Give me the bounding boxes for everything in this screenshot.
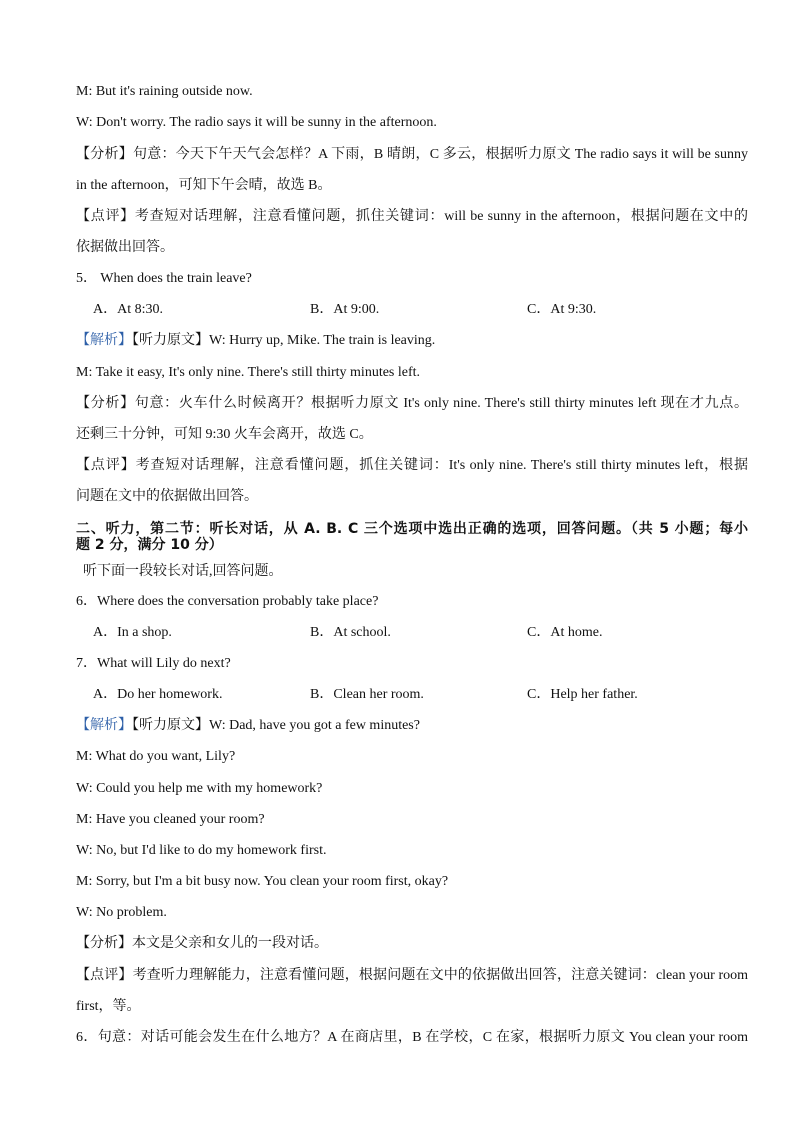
instruction-line: 听下面一段较长对话,回答问题。	[83, 564, 283, 579]
dialogue-line: W: Could you help me with my homework?	[76, 781, 323, 796]
q6-option-a: A．In a shop.	[93, 625, 172, 640]
q5-option-a: A．At 8:30.	[93, 302, 163, 317]
question-7: 7．What will Lily do next?	[76, 656, 231, 671]
dialogue-line: W: Don't worry. The radio says it will be sunny in the afternoon.	[76, 115, 437, 130]
q7-option-a: A．Do her homework.	[93, 687, 223, 702]
dialogue-line: M: Have you cleaned your room?	[76, 812, 265, 827]
section-heading: 二、听力，第二节：听长对话，从 A. B. C 三个选项中选出正确的选项，回答问题。（共 5 小题；每小	[76, 521, 748, 537]
comment-line: 依据做出回答。	[76, 240, 174, 255]
question-5: 5． When does the train leave?	[76, 271, 252, 286]
transcript-text: 【听力原文】W: Dad, have you got a few minutes?	[132, 718, 420, 733]
comment-line: 【点评】考查短对话理解，注意看懂问题，抓住关键词：will be sunny in the afternoon，根据问题在文中的	[76, 209, 748, 224]
comment-line: 问题在文中的依据做出回答。	[76, 489, 258, 504]
comment-line: 【点评】考查短对话理解，注意看懂问题，抓住关键词：It's only nine. There's still thirty minutes left，根据	[76, 458, 748, 473]
answer-tag: 【解析】	[76, 333, 132, 348]
transcript-line	[76, 717, 748, 735]
analysis-line: 【分析】本文是父亲和女儿的一段对话。	[76, 936, 328, 951]
dialogue-line: W: No, but I'd like to do my homework first.	[76, 843, 327, 858]
question-6: 6．Where does the conversation probably take place?	[76, 594, 379, 609]
section-heading: 题 2 分，满分 10 分）	[76, 537, 223, 553]
answer-tag: 【解析】	[76, 718, 132, 733]
q5-option-c: C．At 9:30.	[527, 302, 597, 317]
q7-option-b: B．Clean her room.	[310, 687, 424, 702]
analysis-line: in the afternoon，可知下午会晴，故选 B。	[76, 178, 332, 193]
transcript-line	[76, 332, 748, 350]
dialogue-line: W: No problem.	[76, 905, 167, 920]
dialogue-line: M: Sorry, but I'm a bit busy now. You clean your room first, okay?	[76, 874, 449, 889]
explanation-line: 6．句意：对话可能会发生在什么地方？A 在商店里，B 在学校，C 在家，根据听力原文 You clean your room	[76, 1030, 748, 1045]
transcript-text: 【听力原文】W: Hurry up, Mike. The train is leaving.	[132, 333, 436, 348]
dialogue-line: M: But it's raining outside now.	[76, 84, 253, 99]
analysis-line: 【分析】句意：火车什么时候离开？根据听力原文 It's only nine. There's still thirty minutes left 现在才九点。	[76, 396, 748, 411]
comment-line: first，等。	[76, 999, 141, 1014]
analysis-line: 【分析】句意：今天下午天气会怎样？A 下雨，B 晴朗，C 多云，根据听力原文 The radio says it will be sunny	[76, 147, 748, 162]
q5-option-b: B．At 9:00.	[310, 302, 380, 317]
q7-option-c: C．Help her father.	[527, 687, 638, 702]
dialogue-line: M: What do you want, Lily?	[76, 749, 236, 764]
q6-option-c: C．At home.	[527, 625, 603, 640]
analysis-line: 还剩三十分钟，可知 9:30 火车会离开，故选 C。	[76, 427, 373, 442]
q6-option-b: B．At school.	[310, 625, 391, 640]
comment-line: 【点评】考查听力理解能力，注意看懂问题，根据问题在文中的依据做出回答，注意关键词：clean your room	[76, 968, 748, 983]
dialogue-line: M: Take it easy, It's only nine. There's still thirty minutes left.	[76, 365, 421, 380]
